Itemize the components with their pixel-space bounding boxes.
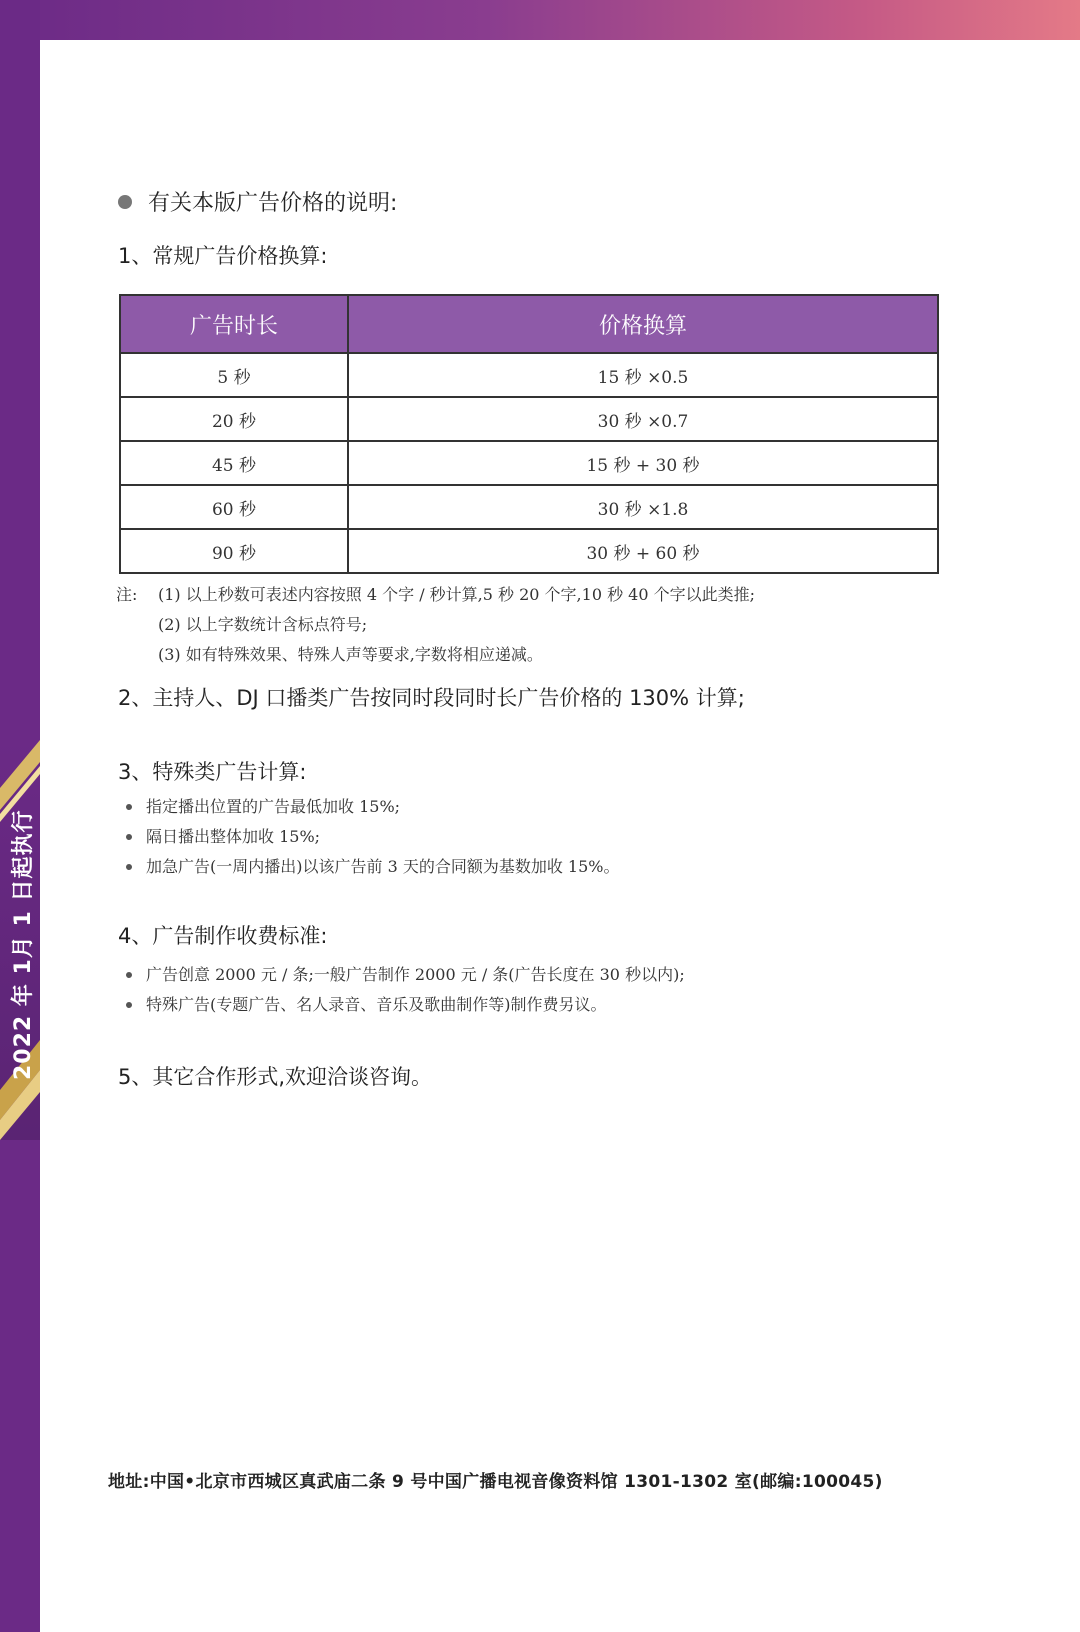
cell-duration: 45 秒 xyxy=(120,441,348,485)
bullet-icon xyxy=(126,834,132,840)
table-row xyxy=(120,529,938,573)
bullet-icon xyxy=(126,1002,132,1008)
footer-address: 地址:中国•北京市西城区真武庙二条 9 号中国广播电视音像资料馆 1301-1302 室(邮编:100045) xyxy=(108,1472,883,1492)
section3-title: 3、特殊类广告计算: xyxy=(118,760,307,784)
note-line: (3) 如有特殊效果、特殊人声等要求,字数将相应递减。 xyxy=(158,645,543,664)
cell-conversion: 30 秒 ×1.8 xyxy=(348,485,938,529)
notes-label: 注: xyxy=(116,585,138,604)
cell-duration: 90 秒 xyxy=(120,529,348,573)
header-price-conversion: 价格换算 xyxy=(348,295,938,353)
section4-title: 4、广告制作收费标准: xyxy=(118,924,328,948)
bullet-icon xyxy=(126,804,132,810)
table-row xyxy=(120,397,938,441)
table-row xyxy=(120,485,938,529)
note-line: (1) 以上秒数可表述内容按照 4 个字 / 秒计算,5 秒 20 个字,10 秒 40 个字以此类推; xyxy=(158,585,756,604)
bullet-icon xyxy=(126,972,132,978)
header-duration: 广告时长 xyxy=(120,295,348,353)
section4-list xyxy=(126,960,685,1020)
cell-duration: 60 秒 xyxy=(120,485,348,529)
section5-title: 5、其它合作形式,欢迎洽谈咨询。 xyxy=(118,1065,433,1089)
section2-title: 2、主持人、DJ 口播类广告按同时段同时长广告价格的 130% 计算; xyxy=(118,686,745,710)
table-header-row xyxy=(120,295,938,353)
table-notes xyxy=(116,580,755,670)
price-conversion-table xyxy=(119,294,939,574)
cell-conversion: 15 秒 + 30 秒 xyxy=(348,441,938,485)
cell-duration: 20 秒 xyxy=(120,397,348,441)
bullet-icon xyxy=(126,864,132,870)
list-item: 特殊广告(专题广告、名人录音、音乐及歌曲制作等)制作费另议。 xyxy=(126,990,685,1020)
list-item: 隔日播出整体加收 15%; xyxy=(126,822,620,852)
cell-conversion: 30 秒 + 60 秒 xyxy=(348,529,938,573)
table-row xyxy=(120,441,938,485)
note-line: (2) 以上字数统计含标点符号; xyxy=(158,615,368,634)
cell-conversion: 30 秒 ×0.7 xyxy=(348,397,938,441)
intro-heading-text: 有关本版广告价格的说明: xyxy=(148,191,398,216)
list-item: 广告创意 2000 元 / 条;一般广告制作 2000 元 / 条(广告长度在 30 秒以内); xyxy=(126,960,685,990)
list-item: 指定播出位置的广告最低加收 15%; xyxy=(126,792,620,822)
cell-conversion: 15 秒 ×0.5 xyxy=(348,353,938,397)
intro-heading xyxy=(118,186,397,217)
bullet-dot-icon xyxy=(118,195,132,209)
list-item: 加急广告(一周内播出)以该广告前 3 天的合同额为基数加收 15%。 xyxy=(126,852,620,882)
section3-list xyxy=(126,792,620,882)
cell-duration: 5 秒 xyxy=(120,353,348,397)
table-row xyxy=(120,353,938,397)
section1-title: 1、常规广告价格换算: xyxy=(118,244,328,268)
